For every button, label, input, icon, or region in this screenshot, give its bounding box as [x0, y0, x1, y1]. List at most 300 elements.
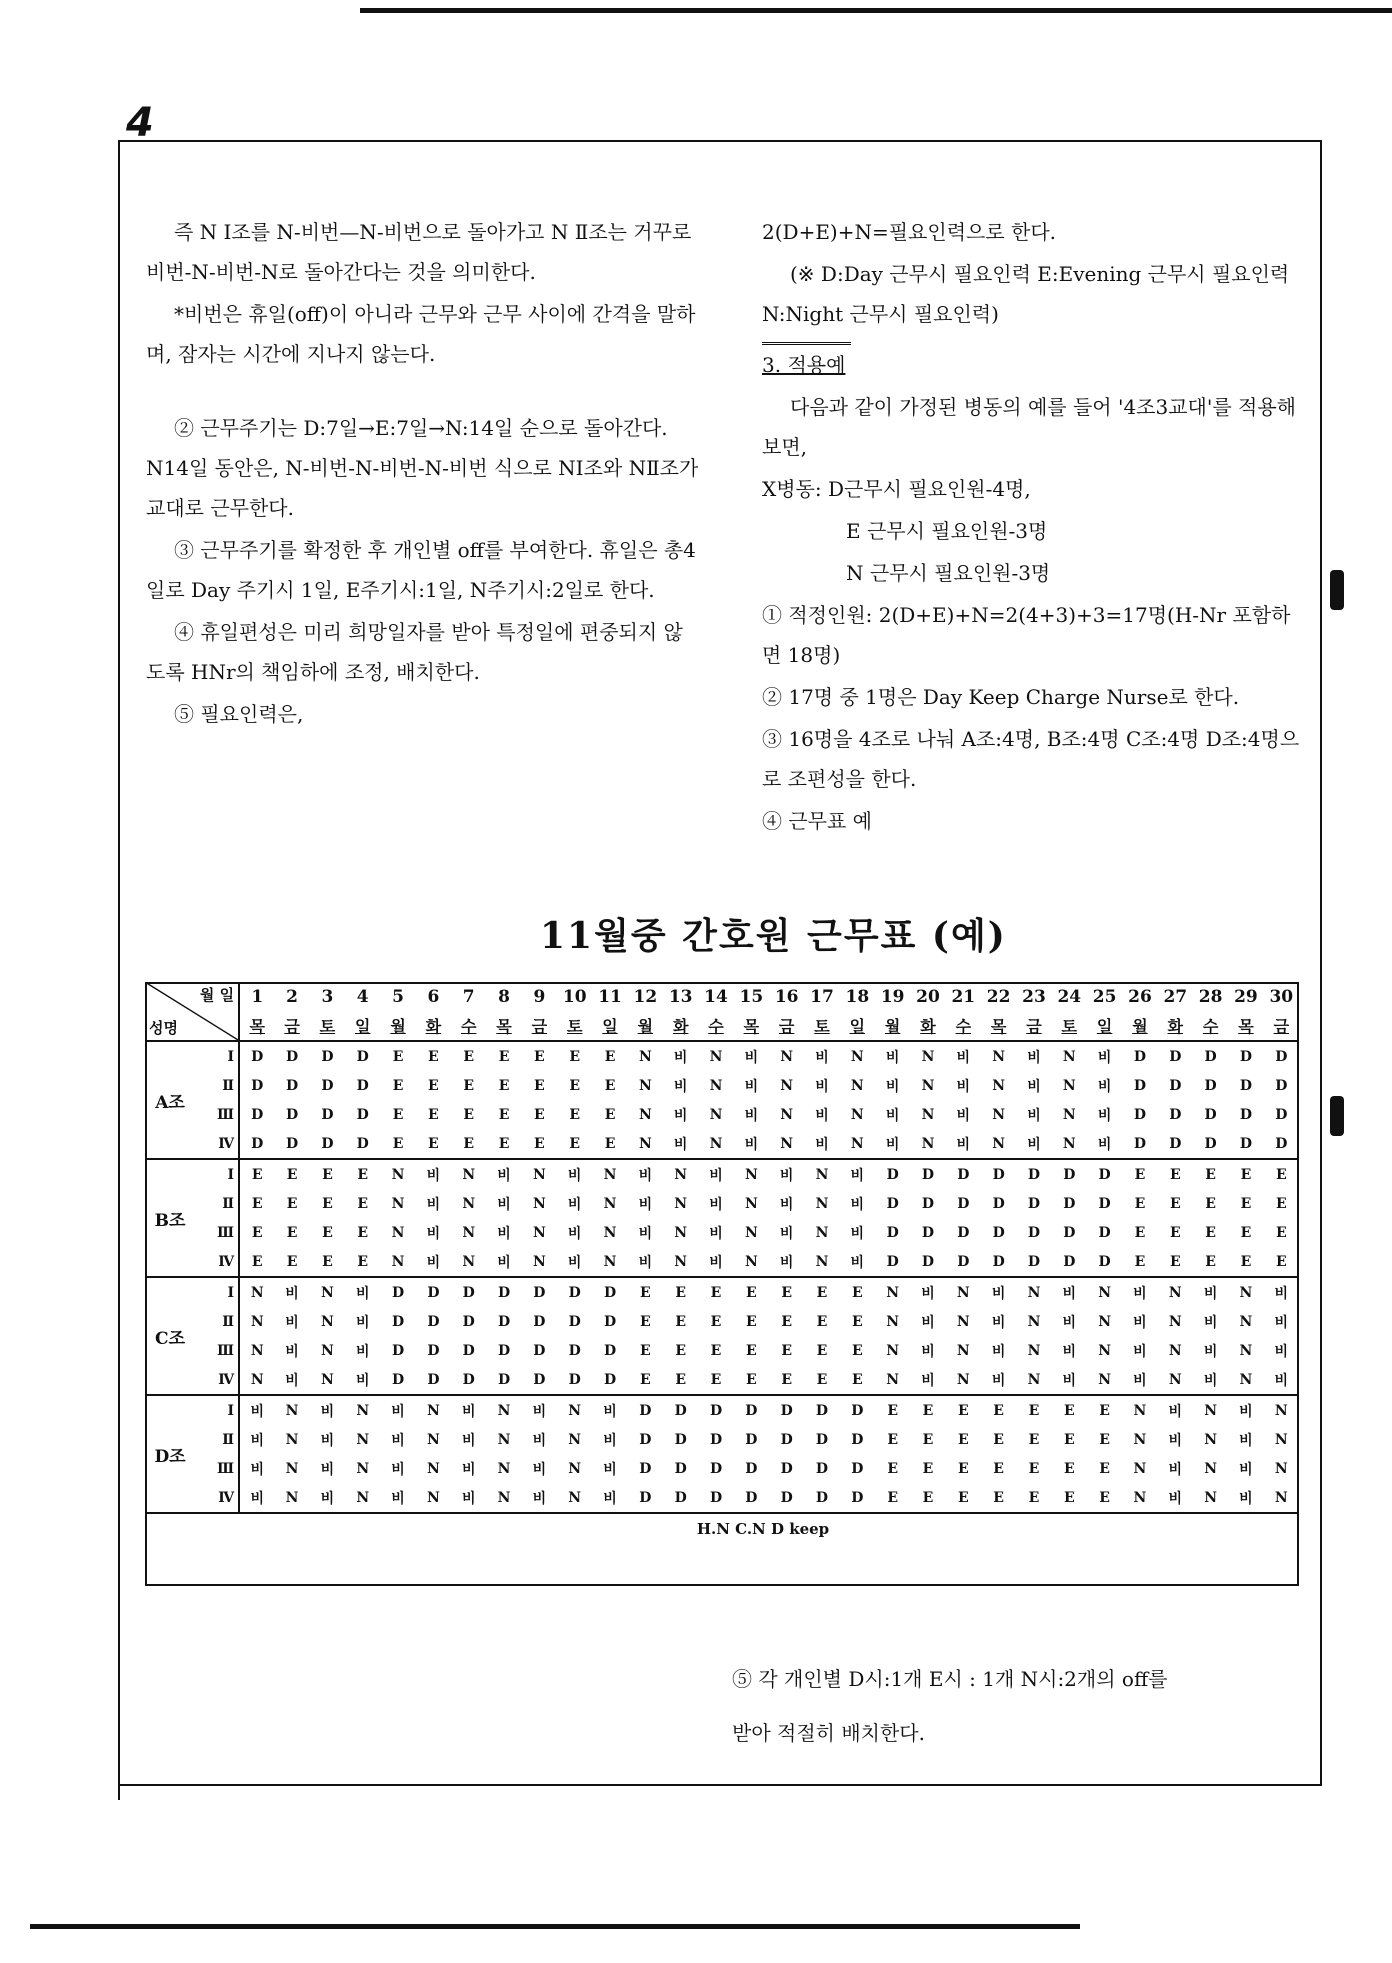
shift-cell: E	[1028, 1402, 1040, 1419]
shift-cell: D	[804, 1483, 839, 1513]
shift-cell: E	[993, 1402, 1004, 1419]
shift-cell: 비	[391, 1432, 405, 1449]
shift-cell: D	[769, 1483, 804, 1513]
shift-cell: D	[910, 1247, 945, 1277]
shift-cell: N	[840, 1129, 875, 1159]
item-3: ③ 16명을 4조로 나눠 A조:4명, B조:4명 C조:4명 D조:4명으로 조편성을 한다.	[762, 727, 1300, 791]
ward-d-text: X병동: D근무시 필요인원-4명,	[762, 477, 1031, 501]
shift-cell: D	[1098, 1195, 1111, 1212]
shift-cell: N	[921, 1077, 935, 1094]
shift-cell: E	[1134, 1166, 1146, 1183]
day-number: 16	[774, 986, 799, 1007]
shift-cell: D	[533, 1342, 546, 1359]
ward-e-text: E 근무시 필요인원-3명	[846, 519, 1048, 543]
shift-cell: E	[781, 1313, 792, 1330]
shift-cell: N	[850, 1106, 864, 1123]
shift-cell: E	[310, 1247, 345, 1277]
shift-cell: 비	[744, 1107, 759, 1124]
day-number: 4	[356, 986, 369, 1007]
shift-cell: E	[357, 1224, 369, 1241]
weekday: 금	[1264, 1011, 1299, 1041]
shift-cell: E	[392, 1048, 404, 1065]
shift-cell: E	[781, 1342, 792, 1359]
shift-cell: E	[1122, 1247, 1157, 1277]
shift-cell: E	[887, 1460, 898, 1477]
shift-cell: 비	[921, 1314, 935, 1331]
shift-cell: D	[745, 1431, 758, 1448]
shift-cell: E	[1052, 1483, 1087, 1513]
day-number: 12	[633, 986, 658, 1007]
day-number: 13	[668, 986, 693, 1007]
shift-cell: D	[1063, 1195, 1076, 1212]
shift-cell: D	[851, 1460, 864, 1477]
shift-cell: N	[815, 1166, 829, 1183]
shift-cell: E	[251, 1224, 263, 1241]
weekday: 일	[1087, 1011, 1122, 1041]
shift-cell: 비	[1274, 1314, 1289, 1331]
shift-cell: E	[640, 1342, 651, 1359]
shift-cell: E	[640, 1284, 651, 1301]
shift-cell: D	[815, 1460, 829, 1477]
weekday: 화	[1158, 1011, 1193, 1041]
formula-text: 2(D+E)+N=필요인력으로 한다.	[762, 220, 1057, 244]
shift-cell: E	[239, 1247, 274, 1277]
shift-cell: D	[1264, 1129, 1299, 1159]
header-corner	[145, 982, 239, 1041]
shift-cell: D	[251, 1077, 264, 1094]
shift-cell: D	[745, 1402, 758, 1419]
shift-cell: E	[1063, 1431, 1075, 1448]
day-number: 30	[1269, 986, 1294, 1007]
shift-cell: 비	[946, 1129, 981, 1159]
shift-cell: E	[1169, 1166, 1181, 1183]
shift-cell: 비	[1027, 1107, 1041, 1124]
shift-cell: N	[1168, 1313, 1182, 1330]
shift-cell: 비	[426, 1167, 441, 1184]
shift-cell: N	[709, 1048, 723, 1065]
shift-cell: D	[663, 1483, 698, 1513]
shift-cell: N	[568, 1431, 582, 1448]
shift-cell: 비	[956, 1078, 971, 1095]
shift-cell: 비	[956, 1049, 971, 1066]
weekday: 월	[875, 1011, 910, 1041]
shift-cell: D	[1027, 1195, 1041, 1212]
weekday: 목	[486, 1011, 521, 1041]
shift-cell: D	[603, 1342, 617, 1359]
shift-cell: 비	[497, 1167, 511, 1184]
shift-cell: D	[286, 1048, 299, 1065]
shift-cell: E	[380, 1129, 415, 1159]
shift-cell: E	[569, 1106, 581, 1123]
shift-cell: N	[1239, 1284, 1253, 1301]
weekday: 일	[840, 1011, 875, 1041]
schedule-row	[145, 1041, 1299, 1071]
shift-cell: N	[345, 1483, 380, 1513]
day-number: 29	[1234, 986, 1258, 1007]
shift-cell: 비	[497, 1225, 511, 1242]
shift-cell: E	[428, 1106, 439, 1123]
shift-cell: N	[956, 1313, 970, 1330]
shift-cell: D	[851, 1431, 864, 1448]
shift-cell: 비	[1203, 1343, 1218, 1360]
member-number: Ⅳ	[195, 1483, 239, 1513]
shift-cell: 비	[709, 1196, 723, 1213]
shift-cell: 비	[1087, 1129, 1122, 1159]
shift-cell: E	[640, 1313, 651, 1330]
shift-cell: 비	[532, 1461, 547, 1478]
shift-cell: 비	[416, 1247, 451, 1277]
shift-cell: 비	[910, 1365, 945, 1395]
shift-cell: D	[603, 1284, 617, 1301]
shift-cell: E	[357, 1195, 369, 1212]
shift-cell: 비	[1239, 1432, 1253, 1449]
weekday: 목	[734, 1011, 769, 1041]
member-number: Ⅲ	[195, 1336, 239, 1365]
shift-cell: D	[1098, 1224, 1111, 1241]
shift-cell: D	[1063, 1166, 1076, 1183]
shift-cell: E	[1028, 1431, 1040, 1448]
schedule-row	[145, 1483, 1299, 1513]
shift-cell: E	[769, 1365, 804, 1395]
shift-cell: E	[1099, 1402, 1110, 1419]
shift-cell: 비	[1027, 1078, 1041, 1095]
shift-cell: 비	[250, 1461, 264, 1478]
schedule-row	[145, 1454, 1299, 1483]
shift-cell: 비	[921, 1285, 935, 1302]
schedule-row	[145, 1129, 1299, 1159]
day-number: 23	[1022, 986, 1046, 1007]
shift-cell: 비	[769, 1247, 804, 1277]
shift-cell: 비	[698, 1247, 733, 1277]
shift-cell: 비	[850, 1225, 865, 1242]
day-number: 19	[880, 986, 905, 1007]
shift-cell: N	[674, 1166, 688, 1183]
shift-cell: E	[981, 1483, 1016, 1513]
shift-cell: N	[921, 1048, 935, 1065]
closing-line: 받아 적절히 배치한다.	[732, 1721, 925, 1745]
shift-cell: 비	[638, 1225, 653, 1242]
shift-cell: E	[428, 1077, 439, 1094]
shift-cell: N	[557, 1483, 592, 1513]
shift-cell: E	[345, 1247, 380, 1277]
shift-cell: D	[345, 1129, 380, 1159]
shift-cell: E	[851, 1284, 863, 1301]
edge-mark-lower	[1330, 1096, 1344, 1136]
shift-cell: E	[392, 1077, 404, 1094]
shift-cell: 비	[885, 1049, 900, 1066]
shift-cell: N	[250, 1342, 264, 1359]
weekday: 금	[769, 1011, 804, 1041]
shift-cell: E	[816, 1342, 828, 1359]
shift-cell: E	[1240, 1224, 1252, 1241]
shift-cell: N	[638, 1077, 652, 1094]
shift-cell: E	[604, 1048, 616, 1065]
shift-cell: E	[957, 1460, 969, 1477]
member-number: Ⅰ	[195, 1395, 239, 1425]
shift-cell: E	[1228, 1247, 1263, 1277]
shift-cell: E	[1028, 1460, 1040, 1477]
shift-cell: D	[497, 1342, 511, 1359]
shift-cell: 비	[734, 1129, 769, 1159]
day-number: 5	[392, 986, 404, 1007]
item-4: ④ 근무표 예	[762, 809, 872, 833]
shift-cell: N	[486, 1483, 521, 1513]
shift-cell: D	[1133, 1048, 1147, 1065]
shift-cell: 비	[628, 1247, 663, 1277]
shift-cell: N	[1168, 1342, 1182, 1359]
shift-cell: D	[1027, 1224, 1041, 1241]
shift-cell: N	[532, 1195, 546, 1212]
shift-cell: D	[851, 1402, 864, 1419]
shift-cell: N	[1027, 1342, 1041, 1359]
left-paragraph: ③ 근무주기를 확정한 후 개인별 off를 부여한다. 휴일은 총4일로 Day 주기시 1일, E주기시:1일, N주기시:2일로 한다.	[146, 538, 696, 602]
shift-cell: N	[709, 1077, 723, 1094]
shift-cell: 비	[673, 1049, 688, 1066]
shift-cell: N	[674, 1224, 688, 1241]
shift-cell: N	[992, 1106, 1006, 1123]
shift-cell: E	[251, 1195, 263, 1212]
left-paragraph: 즉 N Ⅰ조를 N-비번—N-비번으로 돌아가고 N Ⅱ조는 거꾸로 비번-N-비번-N로 돌아간다는 것을 의미한다.	[146, 220, 692, 284]
member-number: Ⅲ	[195, 1218, 239, 1247]
shift-cell: N	[532, 1224, 546, 1241]
header-name: 성명	[149, 1019, 178, 1037]
shift-cell: D	[1133, 1077, 1147, 1094]
shift-cell: D	[380, 1365, 415, 1395]
schedule-row	[145, 1189, 1299, 1218]
shift-cell: E	[604, 1077, 616, 1094]
shift-cell: 비	[1052, 1365, 1087, 1395]
shift-cell: D	[957, 1166, 970, 1183]
shift-cell: N	[416, 1483, 451, 1513]
shift-cell: 비	[310, 1483, 345, 1513]
member-number: Ⅳ	[195, 1129, 239, 1159]
shift-cell: D	[674, 1431, 687, 1448]
shift-cell: N	[568, 1460, 582, 1477]
shift-cell: D	[674, 1402, 687, 1419]
shift-cell: N	[391, 1224, 405, 1241]
shift-cell: D	[251, 1106, 264, 1123]
shift-cell: N	[886, 1342, 900, 1359]
shift-cell: N	[285, 1402, 299, 1419]
shift-cell: E	[251, 1166, 263, 1183]
shift-cell: N	[603, 1224, 617, 1241]
shift-cell: N	[734, 1247, 769, 1277]
schedule-row	[145, 1307, 1299, 1336]
shift-cell: 비	[709, 1225, 723, 1242]
shift-cell: 비	[1062, 1314, 1077, 1331]
shift-cell: 비	[991, 1343, 1006, 1360]
shift-cell: D	[1122, 1129, 1157, 1159]
shift-cell: N	[462, 1224, 476, 1241]
shift-cell: 비	[779, 1225, 794, 1242]
shift-cell: D	[957, 1224, 970, 1241]
shift-cell: D	[992, 1166, 1005, 1183]
shift-cell: E	[698, 1365, 733, 1395]
shift-cell: N	[497, 1402, 511, 1419]
shift-cell: D	[568, 1313, 581, 1330]
shift-cell: D	[1063, 1224, 1076, 1241]
shift-cell: E	[1099, 1431, 1110, 1448]
shift-cell: E	[1158, 1247, 1193, 1277]
shift-cell: 비	[486, 1247, 521, 1277]
shift-cell: D	[992, 1195, 1005, 1212]
shift-cell: D	[628, 1483, 663, 1513]
weekday: 토	[557, 1011, 592, 1041]
shift-cell: N	[946, 1365, 981, 1395]
shift-cell: N	[1264, 1483, 1299, 1513]
left-paragraph: ⑤ 필요인력은,	[174, 702, 304, 726]
shift-cell: E	[946, 1483, 981, 1513]
shift-cell: 비	[991, 1285, 1006, 1302]
shift-cell: D	[321, 1106, 334, 1123]
shift-cell: E	[922, 1431, 934, 1448]
shift-cell: E	[1275, 1195, 1287, 1212]
day-number: 24	[1057, 986, 1082, 1007]
shift-cell: D	[1169, 1077, 1182, 1094]
shift-cell: N	[426, 1431, 440, 1448]
shift-cell: D	[1275, 1106, 1288, 1123]
shift-cell: N	[1228, 1365, 1263, 1395]
shift-cell: N	[992, 1077, 1006, 1094]
shift-cell: 비	[1168, 1432, 1183, 1449]
shift-cell: 비	[1097, 1049, 1112, 1066]
shift-cell: N	[1027, 1284, 1041, 1301]
shift-cell: E	[522, 1129, 557, 1159]
shift-cell: N	[1239, 1313, 1253, 1330]
shift-cell: E	[569, 1048, 581, 1065]
shift-cell: N	[1204, 1460, 1217, 1477]
shift-cell: D	[886, 1166, 899, 1183]
shift-cell: 비	[239, 1483, 274, 1513]
shift-cell: D	[981, 1247, 1016, 1277]
shift-cell: E	[1205, 1166, 1216, 1183]
weekday: 금	[522, 1011, 557, 1041]
shift-cell: 비	[603, 1403, 617, 1420]
shift-cell: N	[1052, 1129, 1087, 1159]
shift-cell: 비	[921, 1343, 935, 1360]
shift-cell: N	[886, 1313, 900, 1330]
shift-cell: N	[1062, 1106, 1076, 1123]
shift-cell: 비	[638, 1167, 653, 1184]
shift-cell: D	[886, 1224, 899, 1241]
member-number: Ⅳ	[195, 1247, 239, 1277]
shift-cell: N	[522, 1247, 557, 1277]
shift-cell: N	[709, 1106, 723, 1123]
shift-cell: E	[957, 1402, 969, 1419]
shift-cell: D	[709, 1431, 723, 1448]
shift-cell: E	[286, 1195, 298, 1212]
shift-cell: D	[745, 1460, 758, 1477]
shift-cell: N	[603, 1195, 617, 1212]
edge-mark-upper	[1330, 570, 1344, 610]
shift-cell: N	[462, 1166, 476, 1183]
schedule-row	[145, 1100, 1299, 1129]
intro-text: 다음과 같이 가정된 병동의 예를 들어 '4조3교대'를 적용해 보면,	[762, 395, 1296, 459]
group-label: A조	[145, 1041, 195, 1159]
day-number: 2	[286, 986, 298, 1007]
shift-cell: 비	[461, 1461, 476, 1478]
shift-cell: 비	[744, 1078, 759, 1095]
shift-cell: N	[274, 1483, 309, 1513]
shift-cell: D	[451, 1365, 486, 1395]
frame-extension	[118, 1782, 120, 1800]
shift-cell: E	[675, 1342, 687, 1359]
shift-cell: D	[1193, 1129, 1228, 1159]
shift-cell: D	[497, 1284, 511, 1301]
shift-cell: N	[356, 1402, 370, 1419]
shift-cell: N	[1133, 1402, 1147, 1419]
shift-cell: N	[592, 1247, 627, 1277]
shift-cell: D	[239, 1129, 274, 1159]
shift-cell: E	[592, 1129, 627, 1159]
shift-cell: 비	[250, 1432, 264, 1449]
shift-cell: N	[921, 1106, 935, 1123]
shift-cell: D	[592, 1365, 627, 1395]
day-number: 25	[1092, 986, 1117, 1007]
shift-cell: N	[1193, 1483, 1228, 1513]
shift-cell: N	[875, 1365, 910, 1395]
shift-cell: E	[922, 1402, 934, 1419]
shift-cell: N	[310, 1365, 345, 1395]
shift-cell: E	[1275, 1166, 1287, 1183]
shift-cell: N	[850, 1048, 864, 1065]
shift-cell: D	[356, 1106, 369, 1123]
shift-cell: E	[1264, 1247, 1299, 1277]
member-number: Ⅱ	[195, 1307, 239, 1336]
shift-cell: N	[532, 1166, 546, 1183]
shift-cell: D	[639, 1402, 652, 1419]
shift-cell: E	[463, 1048, 475, 1065]
shift-cell: E	[1099, 1460, 1110, 1477]
shift-cell: 비	[981, 1365, 1016, 1395]
day-number-row	[145, 982, 1299, 1011]
shift-cell: 비	[603, 1432, 617, 1449]
shift-cell: N	[356, 1431, 370, 1448]
shift-cell: 비	[603, 1461, 617, 1478]
shift-cell: D	[1204, 1077, 1217, 1094]
shift-cell: E	[1240, 1166, 1252, 1183]
shift-cell: 비	[1062, 1343, 1077, 1360]
shift-cell: D	[391, 1284, 405, 1301]
shift-cell: 비	[1133, 1314, 1147, 1331]
shift-cell: D	[310, 1129, 345, 1159]
schedule-row	[145, 1159, 1299, 1189]
shift-cell: N	[285, 1460, 299, 1477]
shift-cell: D	[356, 1077, 369, 1094]
shift-cell: 비	[567, 1196, 582, 1213]
member-number: Ⅱ	[195, 1425, 239, 1454]
shift-cell: 비	[885, 1078, 900, 1095]
shift-cell: N	[628, 1129, 663, 1159]
shift-cell: D	[1239, 1077, 1252, 1094]
keep-note: H.N C.N D keep	[145, 1513, 1299, 1543]
shift-cell: D	[251, 1048, 264, 1065]
shift-cell: 비	[285, 1343, 299, 1360]
shift-cell: N	[285, 1431, 299, 1448]
shift-cell: 비	[426, 1225, 441, 1242]
shift-cell: N	[1133, 1460, 1147, 1477]
day-number: 22	[986, 986, 1011, 1007]
shift-cell: D	[462, 1342, 475, 1359]
shift-cell: N	[497, 1431, 511, 1448]
shift-cell: 비	[1158, 1483, 1193, 1513]
shift-cell: N	[1062, 1048, 1076, 1065]
closing-line: ⑤ 각 개인별 D시:1개 E시 : 1개 N시:2개의 off를	[732, 1667, 1168, 1691]
section-heading: 3. 적용예	[762, 342, 851, 385]
schedule-row	[145, 1425, 1299, 1454]
shift-cell: N	[451, 1247, 486, 1277]
shift-cell: N	[426, 1402, 440, 1419]
